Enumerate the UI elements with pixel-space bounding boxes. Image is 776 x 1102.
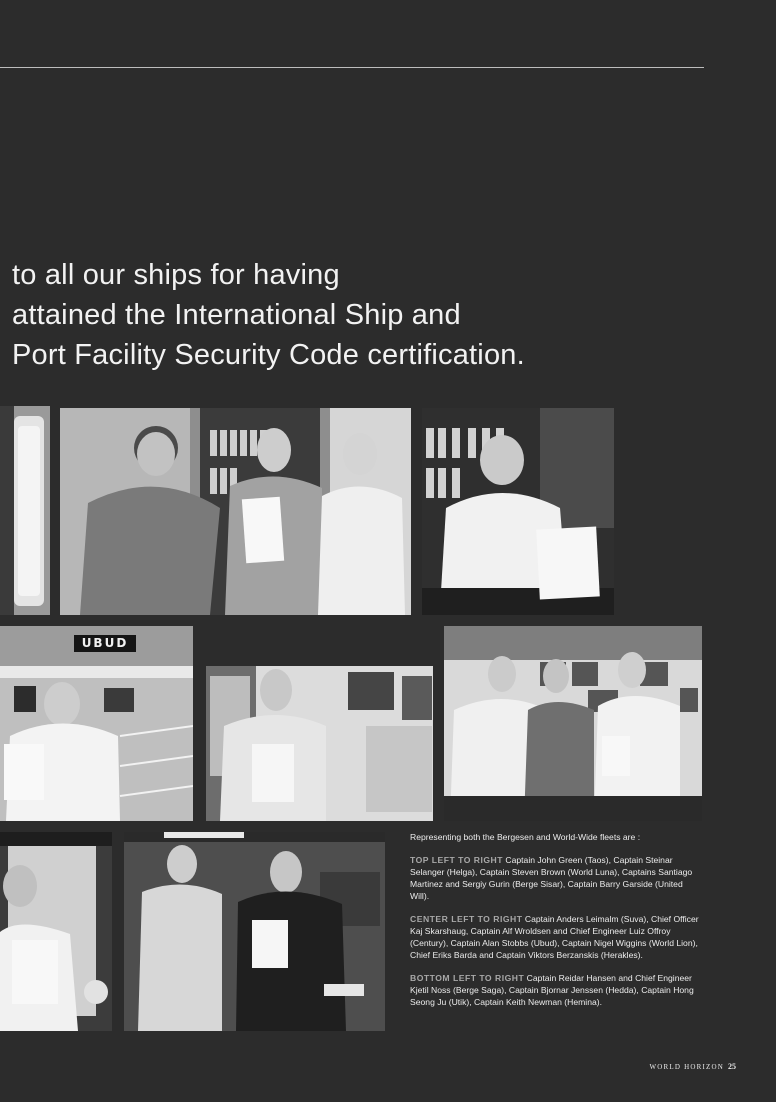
headline [12, 255, 652, 375]
headline-line-1: to all our ships for having [12, 259, 340, 291]
photo-bottom-2 [124, 832, 385, 1031]
top-rule [0, 67, 704, 68]
caption-top-label: TOP LEFT TO RIGHT [410, 855, 504, 865]
caption-bottom-text: Captain Reidar Hansen and Chief Engineer Kjetil Noss (Berge Saga), Captain Bjornar Jenssen (Hedda), Captain Hong Seong Ju (Utik), Captain Keith Newman (Hemina). [410, 973, 694, 1007]
photo-top-3 [422, 408, 614, 615]
caption-center-text: Captain Anders Leimalm (Suva), Chief Officer Kaj Skarshaug, Captain Alf Wroldsen and Chief Engineer Luiz Offroy (Century), Captain Alan Stobbs (Ubud), Captain Nigel Wiggins (World Lion), Chief Eriks Barda and Captain Viktors Berzanskis (Herakles). [410, 914, 699, 960]
photo-center-2 [206, 626, 433, 821]
caption-bottom-row [410, 972, 700, 1008]
caption-intro: Representing both the Bergesen and World-Wide fleets are : [410, 832, 641, 842]
headline-line-2: attained the International Ship and [12, 299, 461, 331]
caption-top-text: Captain John Green (Taos), Captain Steinar Selanger (Helga), Captain Steven Brown (World Luna), Captains Santiago Martinez and Sergiy Gurin (Berge Sisar), Captain Barry Garside (United Will). [410, 855, 693, 901]
headline-line-3: Port Facility Security Code certification. [12, 339, 525, 371]
photo-center-1 [0, 626, 193, 821]
photo-top-1 [0, 406, 50, 615]
caption-center-row [410, 913, 700, 961]
caption-top-row [410, 854, 700, 902]
photo-center-3 [444, 626, 702, 821]
photo-bottom-1 [0, 832, 112, 1031]
photo-caption [410, 831, 700, 1019]
caption-center-label: CENTER LEFT TO RIGHT [410, 914, 523, 924]
ship-sign-ubud: UBUD [74, 635, 136, 652]
page-number: 25 [728, 1062, 736, 1071]
publication-name: WORLD HORIZON [649, 1063, 724, 1071]
caption-bottom-label: BOTTOM LEFT TO RIGHT [410, 973, 525, 983]
photo-top-2 [60, 408, 411, 615]
page-folio [640, 1062, 736, 1071]
